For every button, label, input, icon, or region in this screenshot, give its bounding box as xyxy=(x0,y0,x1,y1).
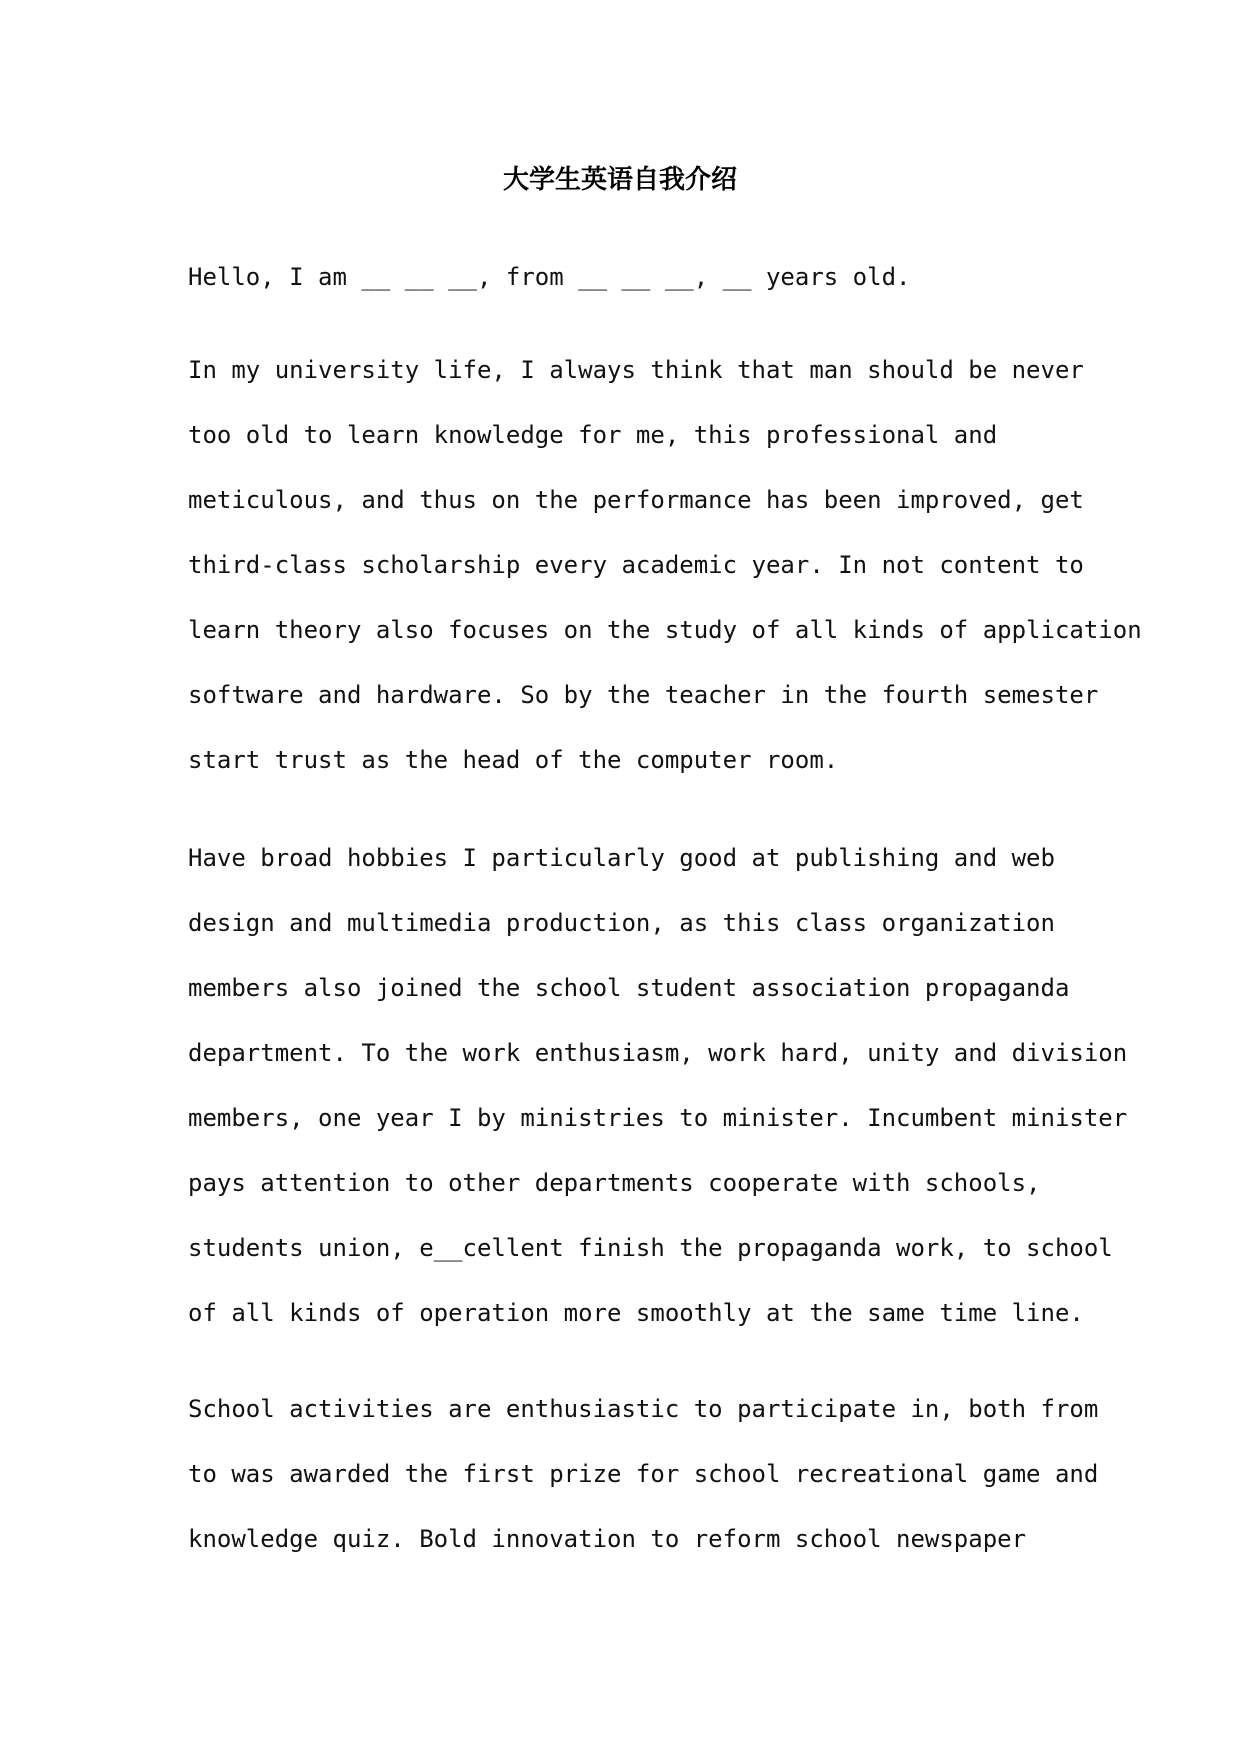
text-line: students union, e__cellent finish the propaganda work, to school xyxy=(188,1234,1113,1262)
text-line: members, one year I by ministries to minister. Incumbent minister xyxy=(188,1104,1128,1132)
text-line: In my university life, I always think that man should be never xyxy=(188,356,1084,384)
text-line: knowledge quiz. Bold innovation to reform school newspaper xyxy=(188,1525,1027,1553)
text-line: third-class scholarship every academic year. In not content to xyxy=(188,551,1084,579)
text-line: too old to learn knowledge for me, this professional and xyxy=(188,421,998,449)
paragraph-university-life xyxy=(188,338,1142,793)
paragraph-school-activities xyxy=(188,1377,1099,1572)
text-line: members also joined the school student association propaganda xyxy=(188,974,1070,1002)
text-line: start trust as the head of the computer room. xyxy=(188,746,839,774)
text-line: design and multimedia production, as this class organization xyxy=(188,909,1055,937)
text-line: to was awarded the first prize for school recreational game and xyxy=(188,1460,1099,1488)
text-line: pays attention to other departments cooperate with schools, xyxy=(188,1169,1041,1197)
text-line: of all kinds of operation more smoothly at the same time line. xyxy=(188,1299,1084,1327)
paragraph-greeting xyxy=(188,245,1068,310)
text-line: meticulous, and thus on the performance has been improved, get xyxy=(188,486,1084,514)
text-line: Have broad hobbies I particularly good at publishing and web xyxy=(188,844,1055,872)
document-title: 大学生英语自我介绍 xyxy=(502,165,737,195)
text-line: School activities are enthusiastic to participate in, both from xyxy=(188,1395,1099,1423)
text-line: learn theory also focuses on the study of all kinds of application xyxy=(188,616,1142,644)
text-line: software and hardware. So by the teacher in the fourth semester xyxy=(188,681,1099,709)
paragraph-hobbies xyxy=(188,826,1128,1346)
text-line: Hello, I am __ __ __, from __ __ __, __ years old. xyxy=(188,263,911,291)
text-line: department. To the work enthusiasm, work hard, unity and division xyxy=(188,1039,1128,1067)
